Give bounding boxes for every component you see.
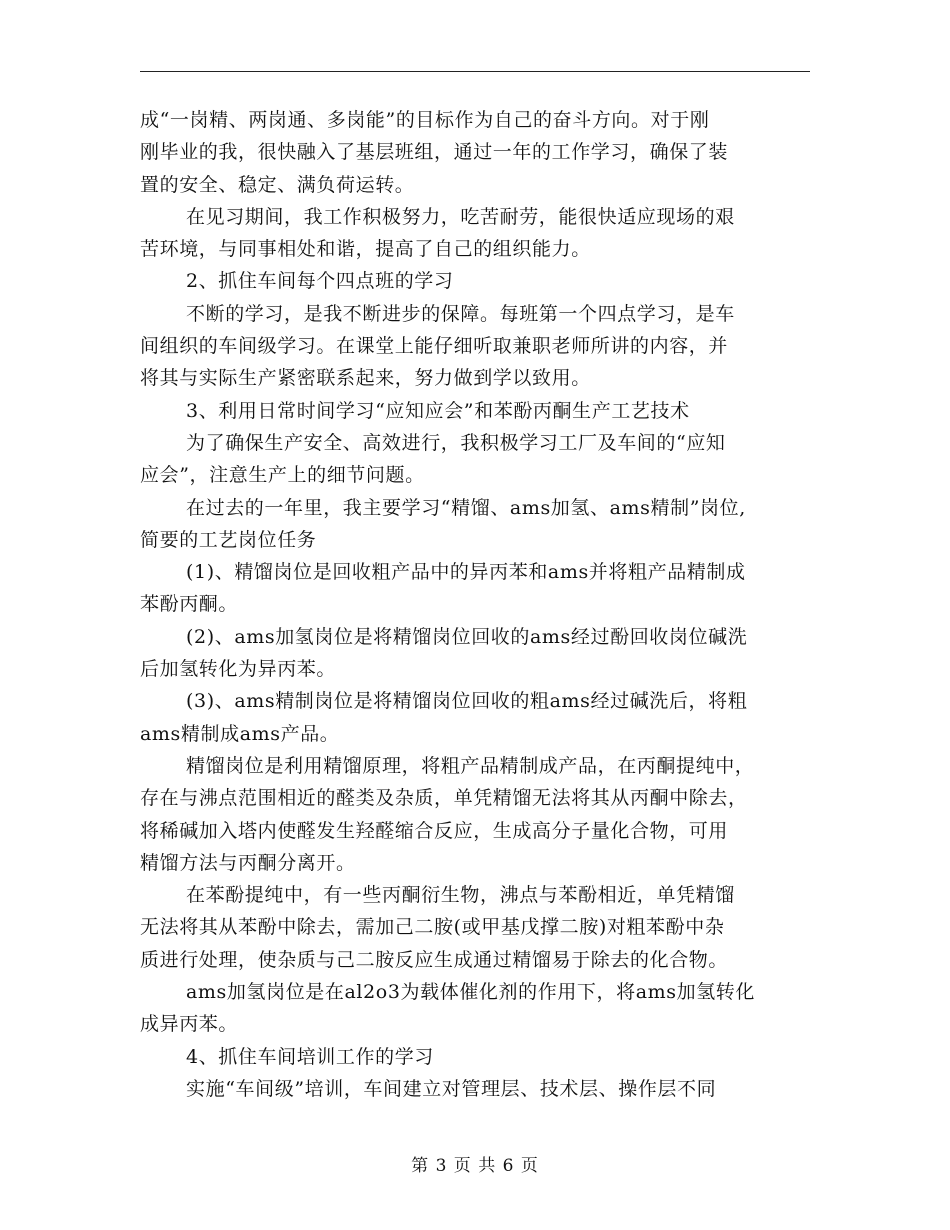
text-line: 苦环境，与同事相处和谐，提高了自己的组织能力。 xyxy=(140,238,591,261)
list-item: (3)、ams精制岗位是将精馏岗位回收的粗ams经过碱洗后，将粗 xyxy=(186,690,748,713)
text-line: 成“一岗精、两岗通、多岗能”的目标作为自己的奋斗方向。对于刚 xyxy=(140,109,710,131)
list-item: (2)、ams加氢岗位是将精馏岗位回收的ams经过酚回收岗位碱洗 xyxy=(186,625,748,648)
text-line: 简要的工艺岗位任务 xyxy=(140,528,317,551)
document-body xyxy=(140,104,812,1105)
text-line: 苯酚丙酮。 xyxy=(140,593,239,616)
text-line: 质进行处理，使杂质与己二胺反应生成通过精馏易于除去的化合物。 xyxy=(140,948,729,971)
text-line: 成异丙苯。 xyxy=(140,1013,239,1036)
text-line: ams精制成ams产品。 xyxy=(140,722,340,745)
section-heading: 2、抓住车间每个四点班的学习 xyxy=(186,270,454,293)
text-line: 将其与实际生产紧密联系起来，努力做到学以致用。 xyxy=(140,367,591,390)
header-rule xyxy=(140,71,810,72)
text-line: 存在与沸点范围相近的醛类及杂质，单凭精馏无法将其从丙酮中除去， xyxy=(140,787,748,810)
text-line: 精馏方法与丙酮分离开。 xyxy=(140,851,356,874)
text-line: 在苯酚提纯中，有一些丙酮衍生物，沸点与苯酚相近，单凭精馏 xyxy=(186,884,735,907)
list-item: (1)、精馏岗位是回收粗产品中的异丙苯和ams并将粗产品精制成 xyxy=(186,561,746,584)
text-line: 在见习期间，我工作积极努力，吃苦耐劳，能很快适应现场的艰 xyxy=(186,205,735,228)
text-line: 精馏岗位是利用精馏原理，将粗产品精制成产品，在丙酮提纯中， xyxy=(186,754,755,777)
text-line: 不断的学习，是我不断进步的保障。每班第一个四点学习，是车 xyxy=(186,302,735,325)
text-line: 后加氢转化为异丙苯。 xyxy=(140,658,337,681)
text-line: 间组织的车间级学习。在课堂上能仔细听取兼职老师所讲的内容，并 xyxy=(140,335,729,358)
text-line: 置的安全、稳定、满负荷运转。 xyxy=(140,173,415,196)
text-line: 无法将其从苯酚中除去，需加己二胺(或甲基戊撑二胺)对粗苯酚中杂 xyxy=(140,916,725,939)
text-line: ams加氢岗位是在al2o3为载体催化剂的作用下，将ams加氢转化 xyxy=(186,981,756,1004)
section-heading: 3、利用日常时间学习“应知应会”和苯酚丙酮生产工艺技术 xyxy=(186,399,690,422)
text-line: 在过去的一年里，我主要学习“精馏、ams加氢、ams精制”岗位, xyxy=(186,496,746,519)
section-heading: 4、抓住车间培训工作的学习 xyxy=(186,1045,434,1068)
text-line: 实施“车间级”培训，车间建立对管理层、技术层、操作层不同 xyxy=(186,1077,717,1100)
text-line: 应会”，注意生产上的细节问题。 xyxy=(140,464,425,487)
text-line: 将稀碱加入塔内使醛发生羟醛缩合反应，生成高分子量化合物，可用 xyxy=(140,819,729,842)
text-line: 刚毕业的我，很快融入了基层班组，通过一年的工作学习，确保了装 xyxy=(140,141,729,164)
text-line: 为了确保生产安全、高效进行，我积极学习工厂及车间的“应知 xyxy=(186,431,726,454)
page-footer: 第 3 页 共 6 页 xyxy=(411,1156,539,1176)
